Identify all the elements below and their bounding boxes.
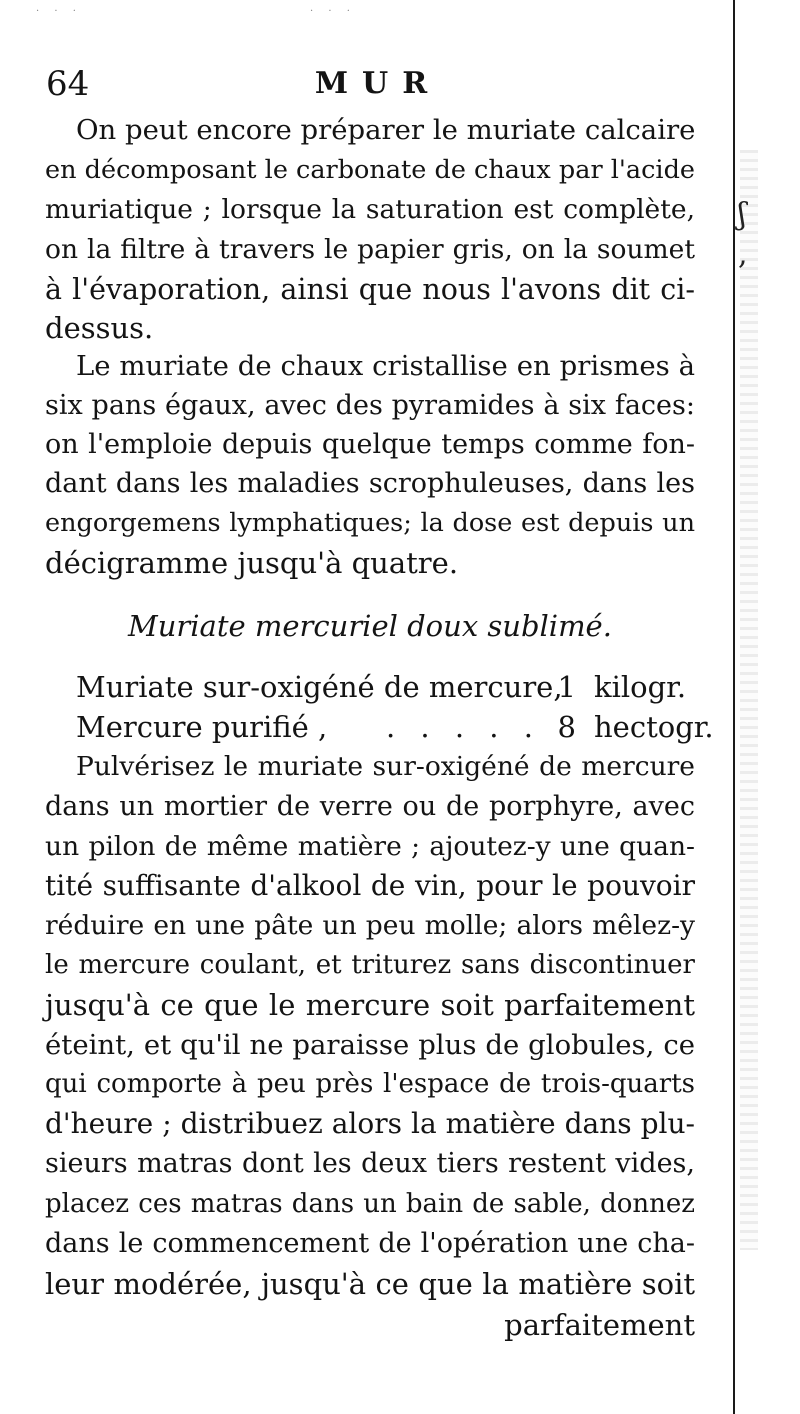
text-line: dant dans les maladies scrophuleuses, dans les [45,468,695,499]
text-line: tité suffisante d'alkool de vin, pour le pouvoir [45,869,695,902]
text-line: placez ces matras dans un bain de sable, donnez [45,1189,695,1219]
text-line: décigramme jusqu'à quatre. [45,546,459,580]
ingredient-quantity: 8 [557,710,576,744]
text-line: on l'emploie depuis quelque temps comme fon- [45,429,695,460]
ingredient-name: Mercure purifié , [76,710,328,744]
text-line: à l'évaporation, ainsi que nous l'avons dit ci- [45,273,695,306]
text-line: dans un mortier de verre ou de porphyre, avec [45,791,695,822]
running-head [46,62,696,106]
scan-specks: · · · [36,6,82,17]
text-line: un pilon de même matière ; ajoutez-y une quan- [45,831,695,862]
ingredient-name: Muriate sur-oxigéné de mercure, [76,670,563,704]
ingredient-unit: kilogr. [594,670,687,704]
recipe-line [76,707,714,747]
text-line: le mercure coulant, et triturez sans discontinuer [45,950,695,980]
text-line: qui comporte à peu près l'espace de trois-quarts [45,1069,695,1099]
text-line: d'heure ; distribuez alors la matière dans plu- [45,1107,695,1140]
text-line: On peut encore préparer le muriate calcaire [76,114,696,146]
catchword: parfaitement [504,1308,695,1342]
text-line: Pulvérisez le muriate sur-oxigéné de mercure [76,751,695,782]
edge-mark: ʃ [738,197,747,232]
text-line: dans le commencement de l'opération une cha- [45,1228,695,1259]
text-line: dessus. [45,311,154,345]
text-line: engorgemens lymphatiques; la dose est depuis un [45,508,695,538]
page-edge [733,0,735,1414]
text-line: en décomposant le carbonate de chaux par l'acide [45,155,695,185]
text-line: éteint, et qu'il ne paraisse plus de globules, ce [45,1029,695,1061]
scan-specks: · · · [310,6,356,17]
text-line: leur modérée, jusqu'à ce que la matière soit [45,1267,695,1301]
edge-mark: , [738,237,748,272]
page-number: 64 [46,64,90,104]
recipe-line [76,667,696,707]
text-line: Le muriate de chaux cristallise en prismes à [76,350,695,382]
text-line: jusqu'à ce que le mercure soit parfaitement [45,988,695,1022]
text-line: réduire en une pâte un peu molle; alors mêlez-y [45,910,695,941]
running-title: MUR [314,66,442,101]
ingredient-unit: hectogr. [594,710,714,744]
text-line: muriatique ; lorsque la saturation est complète, [45,194,695,225]
binding-shadow [740,150,758,1250]
ingredient-quantity: 1 [557,670,576,704]
text-line: sieurs matras dont les deux tiers restent vides, [45,1148,695,1179]
leader-dots: . . . . . [386,710,541,744]
text-line: on la filtre à travers le papier gris, on la soumet [45,234,695,265]
section-heading: Muriate mercuriel doux sublimé. [128,609,612,643]
text-line: six pans égaux, avec des pyramides à six faces: [45,390,695,421]
